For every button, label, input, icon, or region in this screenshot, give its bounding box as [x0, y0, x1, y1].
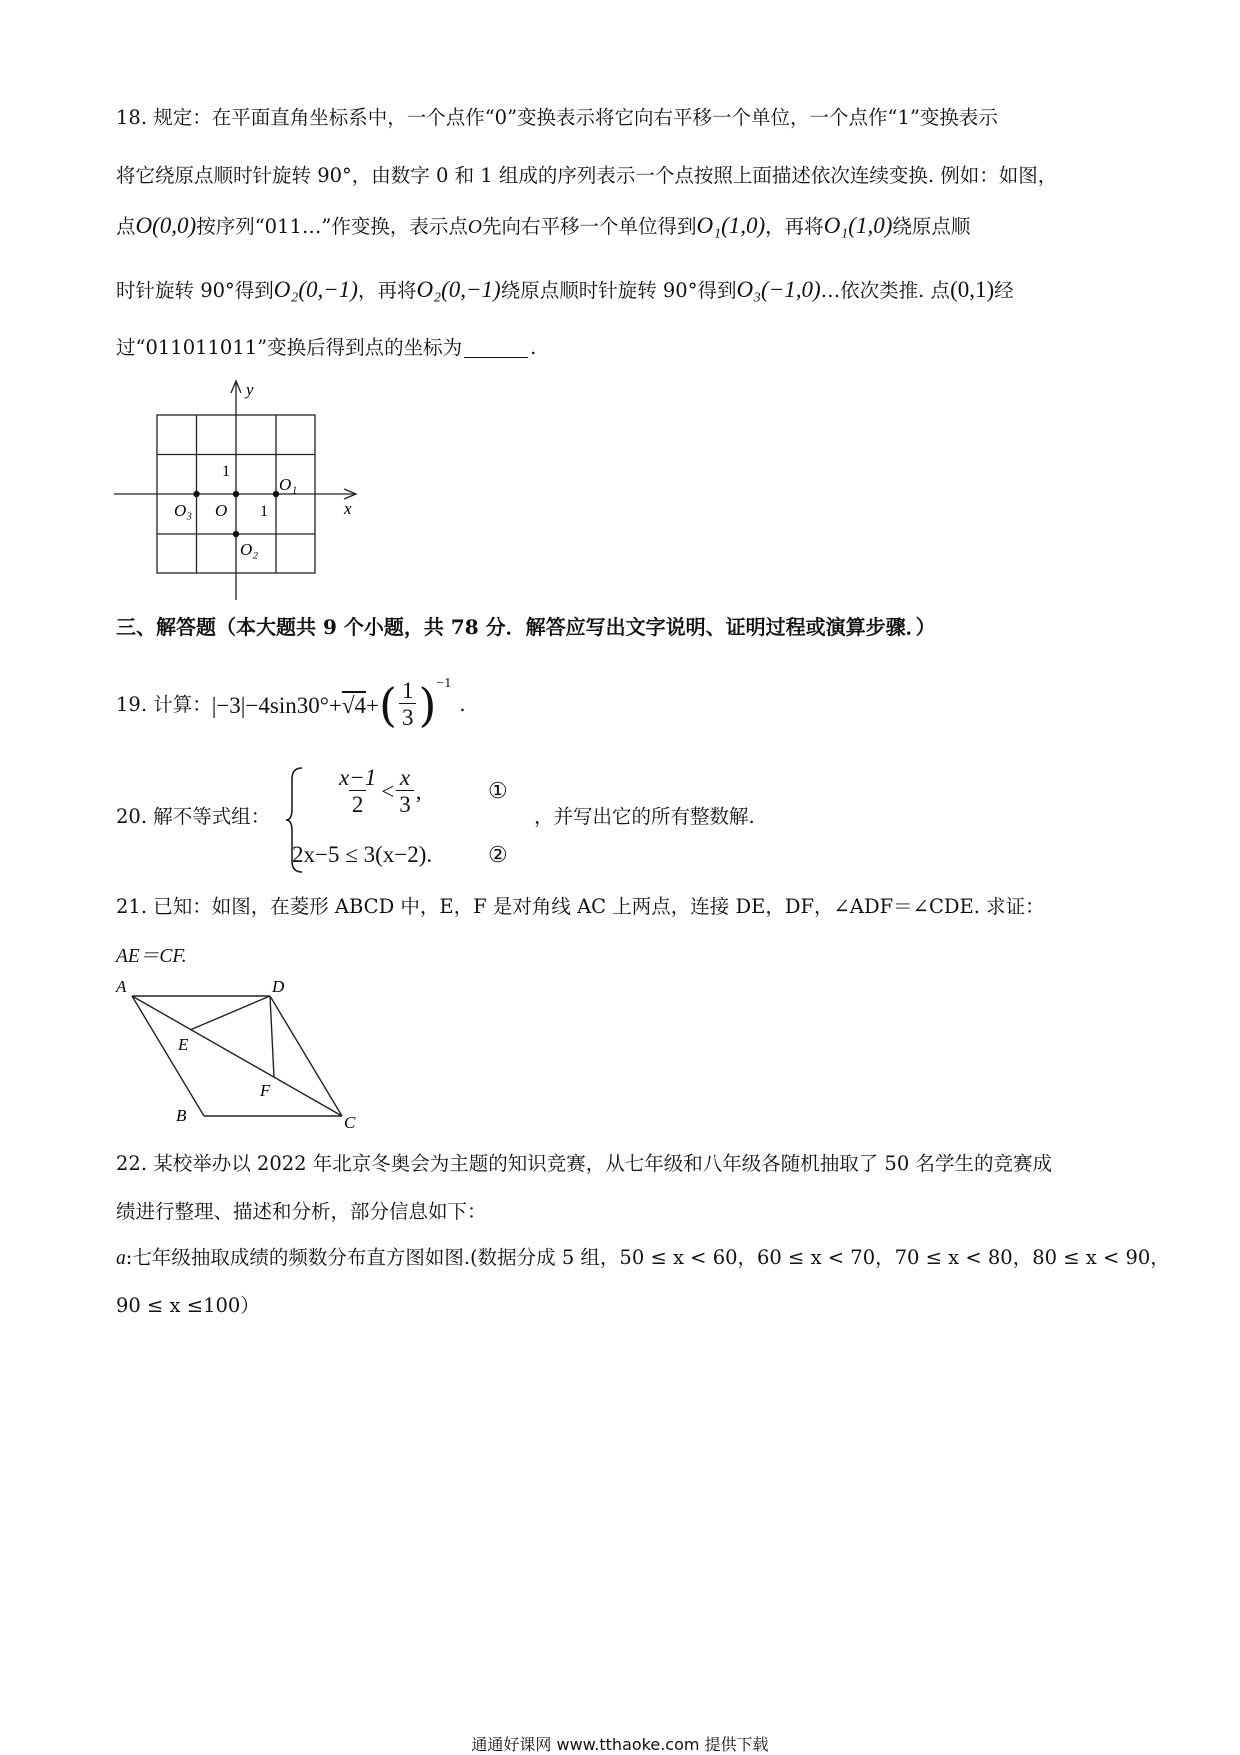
- q18-line3: [116, 214, 970, 238]
- q18-line5: [116, 338, 536, 358]
- q18-l4i: 经: [994, 279, 1014, 302]
- q18-coordinate-figure: [112, 375, 362, 605]
- q22-line2: 绩进行整理、描述和分析，部分信息如下：: [116, 1200, 487, 1223]
- q20-tail: ，并写出它的所有整数解.: [534, 805, 755, 828]
- q22-line1: 22. 某校举办以 2022 年北京冬奥会为主题的知识竞赛，从七年级和八年级各随机抽取了 50 名学生的竞赛成: [116, 1152, 1052, 1175]
- q19-plus: +: [366, 692, 379, 718]
- q18-l4b: O₂(0,−1): [273, 277, 358, 302]
- q21-line1: 21. 已知：如图，在菱形 ABCD 中，E，F 是对角线 AC 上两点，连接 DE，DF，∠ADF＝∠CDE. 求证：: [116, 895, 1045, 918]
- y-label: y: [246, 380, 254, 399]
- x-label: x: [344, 499, 352, 518]
- label-a: A: [116, 978, 127, 996]
- q22-item-a: a: [116, 1248, 126, 1269]
- q19-paren-left: (: [379, 678, 397, 732]
- diagonal-ac: [132, 996, 342, 1116]
- side-dc: [270, 996, 342, 1116]
- q21-line2: AE＝CF.: [116, 946, 187, 967]
- q18-l4g: …依次类推. 点: [820, 279, 951, 302]
- q20-lt: <: [381, 779, 395, 805]
- label-c: C: [344, 1113, 356, 1132]
- point-o: [233, 491, 239, 497]
- q18-l3f: O₁(1,0): [696, 213, 766, 238]
- point-o2: [233, 531, 239, 537]
- segment-df: [270, 996, 274, 1077]
- q19-label: 19. 计算：: [116, 693, 212, 717]
- q19-frac-num: 1: [401, 678, 414, 704]
- q20-den1: 2: [349, 790, 367, 819]
- q18-l4e: 绕原点顺时针旋转 90°得到: [500, 279, 737, 302]
- q18-l3i: 绕原点顺: [892, 215, 971, 238]
- answer-blank: [464, 339, 528, 358]
- q18-l3d: O: [467, 217, 482, 238]
- q20-num1: x−1: [339, 765, 377, 790]
- q19-frac-den: 3: [399, 703, 417, 732]
- q18-line2: 将它绕原点顺时针旋转 90°，由数字 0 和 1 组成的序列表示一个点按照上面描述依次连续变换. 例如：如图，: [116, 164, 1058, 187]
- q22-line3: [116, 1248, 1170, 1269]
- q20-mark2: ②: [488, 843, 508, 868]
- q18-l3a: 点: [116, 215, 136, 238]
- q20-frac2: [396, 765, 414, 819]
- q18-l3g: ，再将: [765, 215, 824, 238]
- q19-exponent: −1: [436, 676, 452, 691]
- q18-l4f: O₃(−1,0): [736, 277, 821, 302]
- label-f: F: [260, 1081, 271, 1100]
- label-b: B: [176, 1106, 187, 1125]
- q20-den2: 3: [396, 790, 414, 819]
- q19-fraction: [399, 678, 417, 732]
- q18-l5a: 过“011011011”变换后得到点的坐标为: [116, 336, 463, 359]
- tick-one-x: 1: [260, 503, 268, 520]
- q22-line4: 90 ≤ x ≤100）: [116, 1294, 260, 1317]
- q18-l4h: (0,1): [950, 277, 995, 302]
- label-o: O: [215, 501, 228, 520]
- q20-label: 20. 解不等式组：: [116, 805, 271, 828]
- tick-one-y: 1: [222, 463, 230, 480]
- q22-l3: :七年级抽取成绩的频数分布直方图如图.(数据分成 5 组，50 ≤ x < 60，60 ≤ x < 70，70 ≤ x < 80，80 ≤ x < 90，: [125, 1246, 1170, 1269]
- q20-frac1: [336, 765, 379, 819]
- label-d: D: [272, 978, 285, 996]
- q18-line4: [116, 278, 1014, 301]
- q20-row1: [334, 765, 421, 819]
- q19-sqrt: √4: [341, 692, 367, 718]
- q20-num2: x: [399, 765, 411, 790]
- side-ab: [132, 996, 204, 1116]
- q18-l4c: ，再将: [357, 279, 417, 302]
- q18-l4d: O₂(0,−1): [416, 277, 501, 302]
- q19: [116, 675, 466, 735]
- q21-rhombus-figure: [110, 978, 370, 1133]
- label-e: E: [178, 1035, 189, 1054]
- label-o2: O₂: [240, 540, 259, 559]
- q20-mark1: ①: [488, 779, 508, 804]
- point-o3: [193, 491, 199, 497]
- q20-row2: 2x−5 ≤ 3(x−2).: [292, 842, 433, 867]
- q19-paren-right: ): [418, 678, 437, 732]
- q19-end: .: [459, 693, 466, 717]
- segment-de: [190, 996, 270, 1030]
- q20-comma: ,: [415, 779, 422, 805]
- label-o3: O₃: [174, 501, 193, 520]
- q18-l3b: O(0,0): [135, 213, 197, 238]
- label-o1: O₁: [279, 475, 298, 494]
- page-footer: 通通好课网 www.tthaoke.com 提供下载: [471, 1735, 769, 1754]
- q19-expr: |−3|−4sin30°+: [211, 692, 342, 718]
- q18-l3c: 按序列“011…”作变换，表示点: [196, 215, 468, 238]
- q18-l3e: 先向右平移一个单位得到: [481, 215, 697, 238]
- q18-l5b: .: [530, 336, 537, 359]
- section-heading: 三、解答题（本大题共 9 个小题，共 78 分．解答应写出文字说明、证明过程或演算步骤．）: [116, 615, 936, 639]
- q18-line1: 18. 规定：在平面直角坐标系中，一个点作“0”变换表示将它向右平移一个单位，一个点作“1”变换表示: [116, 106, 998, 129]
- q18-l4a: 时针旋转 90°得到: [116, 279, 274, 302]
- q18-l3h: O₁(1,0): [823, 213, 893, 238]
